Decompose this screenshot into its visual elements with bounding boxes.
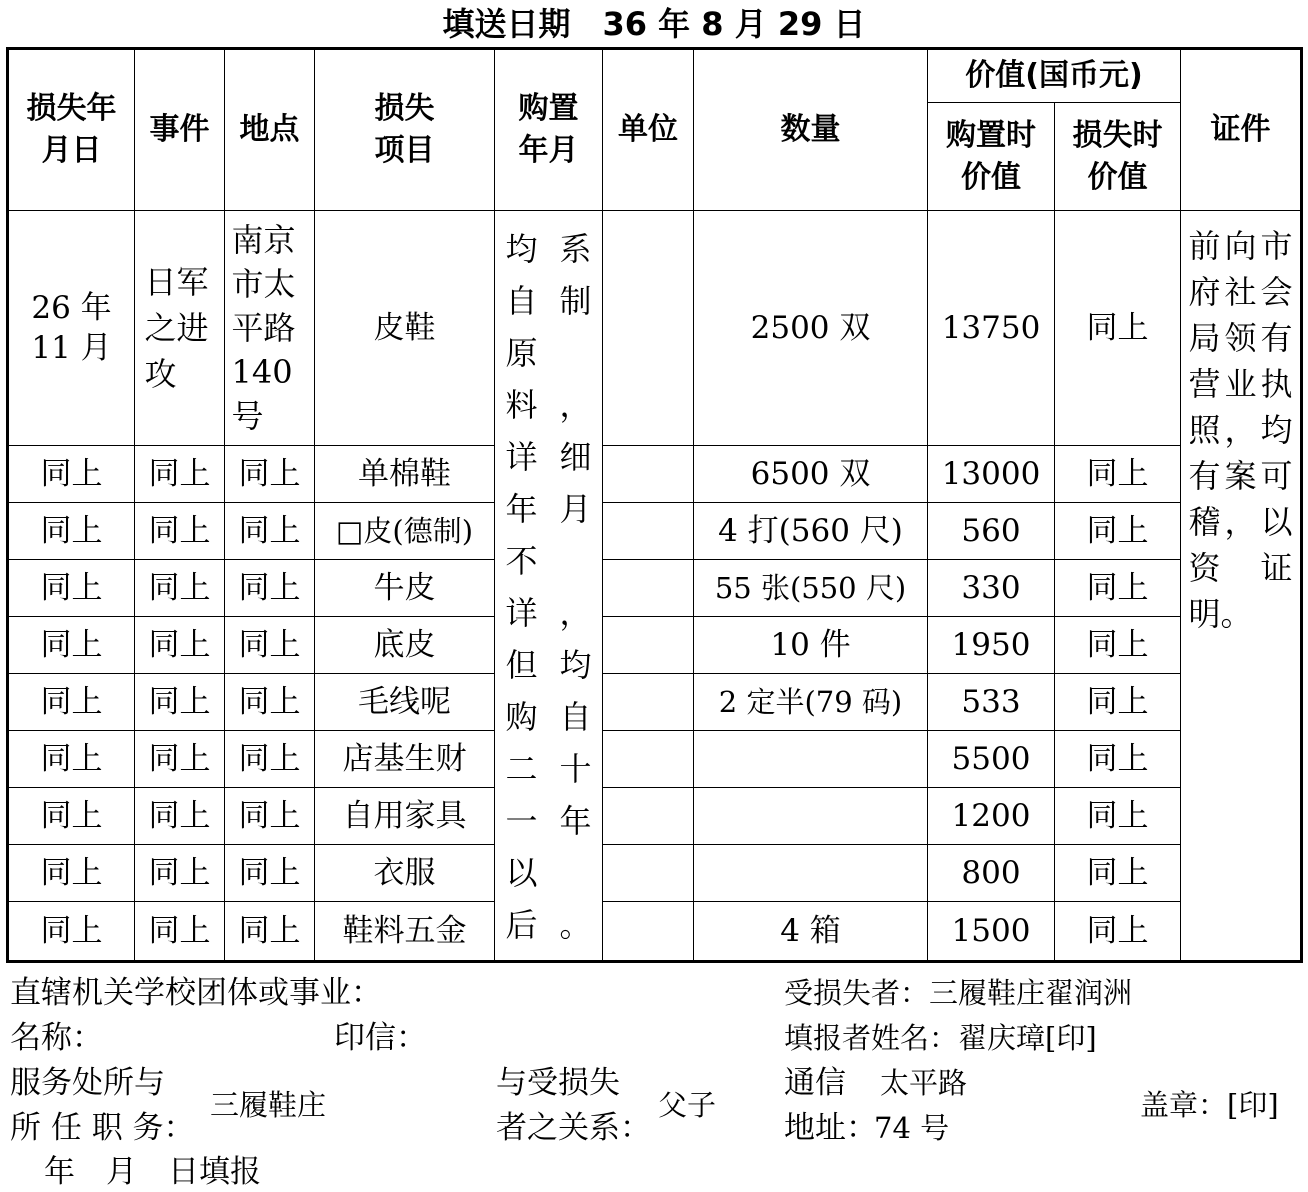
- cell-unit: [603, 617, 694, 674]
- cell-place: 同上: [225, 503, 315, 560]
- col-header-event: 事件: [135, 49, 225, 211]
- name-label: 名称：: [10, 1020, 103, 1056]
- service-label-line1: 服务处所与: [10, 1065, 165, 1101]
- cell-place: 同上: [225, 902, 315, 962]
- service-value: 三履鞋庄: [210, 1088, 327, 1122]
- cell-loss-date: 同上: [8, 845, 135, 902]
- cell-purchase-value: 5500: [928, 731, 1055, 788]
- cell-unit: [603, 731, 694, 788]
- seal-label: 印信：: [334, 1020, 427, 1056]
- cell-purchase-value: 533: [928, 674, 1055, 731]
- cell-item: □皮(德制): [315, 503, 495, 560]
- cell-purchase-value: 330: [928, 560, 1055, 617]
- cell-item: 单棉鞋: [315, 446, 495, 503]
- cell-loss-date: 26 年 11 月: [8, 211, 135, 446]
- filled-date-line: 年 月 日填报: [44, 1154, 261, 1190]
- cell-loss-value: 同上: [1055, 902, 1181, 962]
- cell-loss-value: 同上: [1055, 560, 1181, 617]
- cell-loss-value: 同上: [1055, 211, 1181, 446]
- col-header-item: 损失项目: [315, 49, 495, 211]
- cell-quantity: 6500 双: [694, 446, 928, 503]
- table-row: [8, 446, 1302, 503]
- cell-place: 南京市太平路 140 号: [225, 211, 315, 446]
- cell-event: 同上: [135, 617, 225, 674]
- cell-purchase-value: 1950: [928, 617, 1055, 674]
- cell-unit: [603, 845, 694, 902]
- cell-event: 同上: [135, 446, 225, 503]
- cell-event: 日军之进攻: [135, 211, 225, 446]
- col-header-value-group: 价值(国币元): [928, 49, 1181, 103]
- cell-loss-value: 同上: [1055, 674, 1181, 731]
- cell-item: 店基生财: [315, 731, 495, 788]
- table-row: [8, 674, 1302, 731]
- cell-unit: [603, 503, 694, 560]
- cell-quantity: [694, 731, 928, 788]
- cell-loss-date: 同上: [8, 503, 135, 560]
- cell-event: 同上: [135, 560, 225, 617]
- purchase-date-note: 均系自制原料，详细年月不详，但均购自二十一年以后。: [495, 211, 603, 962]
- cell-quantity: 2500 双: [694, 211, 928, 446]
- cell-purchase-value: 13750: [928, 211, 1055, 446]
- cell-place: 同上: [225, 845, 315, 902]
- address-label-line2: 地址：: [784, 1110, 877, 1146]
- cell-purchase-value: 560: [928, 503, 1055, 560]
- col-header-purchase-value: 购置时价值: [928, 103, 1055, 211]
- cell-unit: [603, 446, 694, 503]
- cell-loss-date: 同上: [8, 674, 135, 731]
- cell-event: 同上: [135, 503, 225, 560]
- cell-purchase-value: 1200: [928, 788, 1055, 845]
- cell-item: 鞋料五金: [315, 902, 495, 962]
- col-header-loss-value: 损失时价值: [1055, 103, 1181, 211]
- cell-event: 同上: [135, 731, 225, 788]
- cell-purchase-value: 1500: [928, 902, 1055, 962]
- cell-place: 同上: [225, 560, 315, 617]
- org-line-label: 直辖机关学校团体或事业：: [10, 975, 382, 1011]
- cell-item: 衣服: [315, 845, 495, 902]
- cell-quantity: 10 件: [694, 617, 928, 674]
- col-header-unit: 单位: [603, 49, 694, 211]
- cell-place: 同上: [225, 674, 315, 731]
- cell-unit: [603, 211, 694, 446]
- address-label-line1: 通信: [784, 1065, 846, 1101]
- cell-quantity: 2 定半(79 码): [694, 674, 928, 731]
- cell-place: 同上: [225, 446, 315, 503]
- table-row: [8, 560, 1302, 617]
- table-row: [8, 902, 1302, 962]
- cell-unit: [603, 788, 694, 845]
- cell-unit: [603, 674, 694, 731]
- cell-unit: [603, 560, 694, 617]
- cell-place: 同上: [225, 731, 315, 788]
- cell-quantity: 4 打(560 尺): [694, 503, 928, 560]
- cell-event: 同上: [135, 845, 225, 902]
- cell-loss-date: 同上: [8, 902, 135, 962]
- cell-item: 底皮: [315, 617, 495, 674]
- table-row: [8, 788, 1302, 845]
- address-value-line2: 74 号: [874, 1111, 950, 1145]
- cell-loss-value: 同上: [1055, 731, 1181, 788]
- cell-item: 皮鞋: [315, 211, 495, 446]
- col-header-loss-date: 损失年月日: [8, 49, 135, 211]
- cell-quantity: [694, 788, 928, 845]
- cell-loss-date: 同上: [8, 788, 135, 845]
- victim-line: 受损失者：三履鞋庄翟润洲: [784, 976, 1133, 1010]
- cell-item: 牛皮: [315, 560, 495, 617]
- cell-quantity: 55 张(550 尺): [694, 560, 928, 617]
- col-header-quantity: 数量: [694, 49, 928, 211]
- relation-label-line2: 者之关系：: [496, 1110, 651, 1146]
- relation-label-line1: 与受损失: [496, 1065, 620, 1101]
- cell-loss-date: 同上: [8, 446, 135, 503]
- table-row: [8, 731, 1302, 788]
- col-header-place: 地点: [225, 49, 315, 211]
- table-row: [8, 617, 1302, 674]
- address-value-line1: 太平路: [880, 1066, 968, 1100]
- cell-loss-date: 同上: [8, 731, 135, 788]
- cell-event: 同上: [135, 788, 225, 845]
- evidence-note: 前向市府社会局领有营业执照，均有案可稽，以资证明。: [1181, 211, 1302, 962]
- col-header-evidence: 证件: [1181, 49, 1302, 211]
- cell-quantity: [694, 845, 928, 902]
- stamp-line: 盖章：[印]: [1140, 1088, 1279, 1122]
- filing-date-heading: 填送日期 36 年 8 月 29 日: [442, 5, 866, 43]
- cell-loss-value: 同上: [1055, 845, 1181, 902]
- cell-loss-value: 同上: [1055, 503, 1181, 560]
- table-row: [8, 211, 1302, 446]
- cell-purchase-value: 13000: [928, 446, 1055, 503]
- service-label-line2: 所 任 职 务：: [10, 1110, 195, 1146]
- cell-unit: [603, 902, 694, 962]
- col-header-purchase-date: 购置年月: [495, 49, 603, 211]
- cell-loss-date: 同上: [8, 617, 135, 674]
- cell-loss-value: 同上: [1055, 617, 1181, 674]
- cell-loss-value: 同上: [1055, 788, 1181, 845]
- cell-item: 自用家具: [315, 788, 495, 845]
- cell-event: 同上: [135, 674, 225, 731]
- loss-report-table: [6, 47, 1303, 963]
- cell-item: 毛线呢: [315, 674, 495, 731]
- cell-place: 同上: [225, 617, 315, 674]
- cell-purchase-value: 800: [928, 845, 1055, 902]
- relation-value: 父子: [658, 1088, 717, 1122]
- cell-loss-value: 同上: [1055, 446, 1181, 503]
- table-row: [8, 845, 1302, 902]
- table-row: [8, 503, 1302, 560]
- reporter-line: 填报者姓名：翟庆璋[印]: [784, 1021, 1097, 1055]
- cell-loss-date: 同上: [8, 560, 135, 617]
- cell-event: 同上: [135, 902, 225, 962]
- cell-quantity: 4 箱: [694, 902, 928, 962]
- cell-place: 同上: [225, 788, 315, 845]
